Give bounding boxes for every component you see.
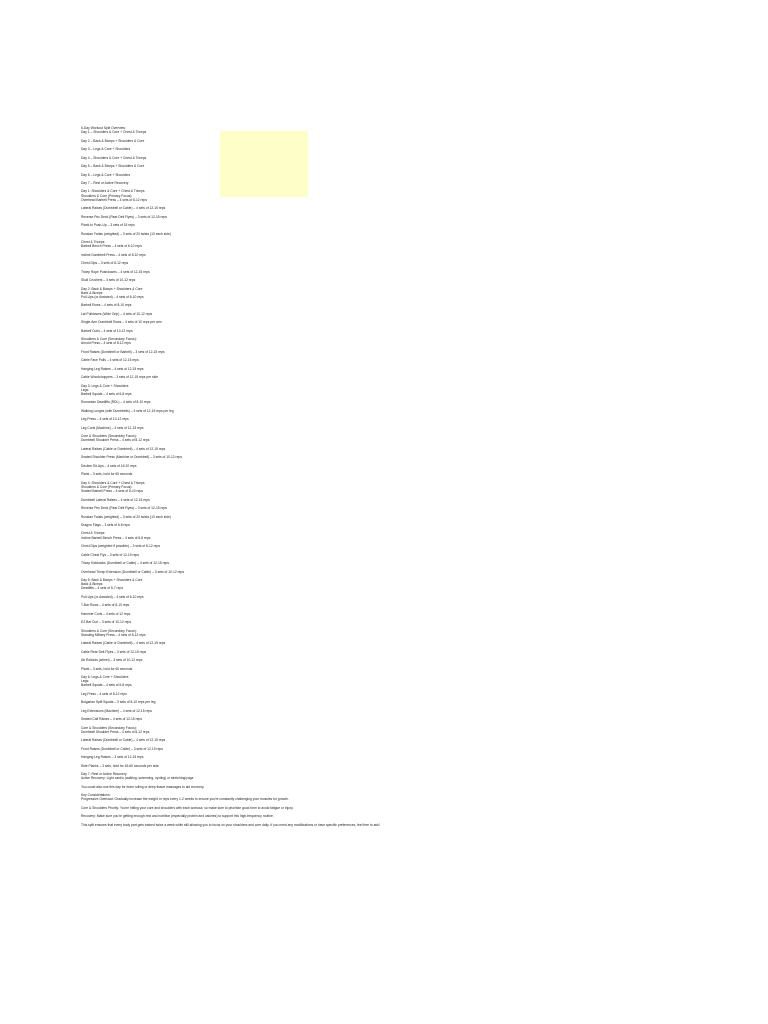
- paragraph: [81, 544, 761, 548]
- paragraph: [81, 603, 761, 607]
- text-line: Legs:: [81, 679, 90, 684]
- paragraph: [81, 147, 761, 151]
- text-line: Side Planks – 3 sets, hold for 45-60 seconds per side: [81, 763, 159, 768]
- paragraph: [81, 253, 761, 257]
- paragraph: [81, 506, 761, 510]
- paragraph: [81, 426, 761, 430]
- text-line: Day 2: Back & Biceps + Shoulders & Core: [81, 286, 143, 291]
- text-line: Chest & Triceps:: [81, 531, 106, 536]
- text-line: Reverse Pec Deck (Rear Delt Flyes) – 3 sets of 12-15 reps: [81, 506, 167, 511]
- text-line: Plank to Push-Up – 3 sets of 15 reps: [81, 223, 135, 228]
- text-line: Deadlifts – 4 sets of 5-7 reps: [81, 586, 123, 591]
- paragraph: [81, 561, 761, 565]
- text-line: Day 3: Legs & Core + Shoulders: [81, 383, 129, 388]
- text-line: Lat Pulldowns (Wide Grip) – 4 sets of 10-12 reps: [81, 311, 153, 316]
- paragraph: [81, 675, 761, 687]
- text-line: Ab Rollouts (wheel) – 3 sets of 10-12 reps: [81, 658, 143, 663]
- text-line: Barbell Curls – 4 sets of 10-12 reps: [81, 328, 133, 333]
- text-line: Leg Curls (Machine) – 4 sets of 12-15 reps: [81, 425, 144, 430]
- text-line: EZ Bar Curl – 3 sets of 10-12 reps: [81, 620, 132, 625]
- paragraph: [81, 464, 761, 468]
- paragraph: [81, 764, 761, 768]
- paragraph: [81, 358, 761, 362]
- text-line: Lateral Raises (Dumbbell or Cable) – 4 sets of 12-15 reps: [81, 738, 166, 743]
- text-line: Bulgarian Split Squats – 3 sets of 8-10 reps per leg: [81, 700, 156, 705]
- text-line: Seated Calf Raises – 4 sets of 12-15 reps: [81, 717, 143, 722]
- text-line: Arnold Press – 4 sets of 8-12 reps: [81, 341, 131, 346]
- paragraph: [81, 232, 761, 236]
- text-line: This split ensures that every body part gets trained twice a week while still allowing you to focus on your shoulders and core daily. If you need any modifications or have specific preferences, feel free to ask!: [81, 822, 380, 827]
- text-line: Standing Military Press – 4 sets of 8-12 reps: [81, 632, 146, 637]
- text-line: Core & Shoulders (Secondary Focus):: [81, 725, 137, 730]
- paragraph: [81, 612, 761, 616]
- paragraph: [81, 215, 761, 219]
- text-line: Dumbbell Shoulder Press – 4 sets of 8-12 reps: [81, 729, 150, 734]
- paragraph: [81, 240, 761, 248]
- paragraph: [81, 641, 761, 645]
- text-line: Plank – 3 sets, hold for 60 seconds: [81, 472, 133, 477]
- text-line: Front Raises (Dumbbell or Cable) – 3 sets of 12-15 reps: [81, 746, 163, 751]
- text-line: Leg Press – 4 sets of 10-12 reps: [81, 417, 129, 422]
- paragraph: [81, 417, 761, 421]
- text-line: Hanging Leg Raises – 4 sets of 12-15 reps: [81, 366, 144, 371]
- text-line: Decline Sit-Ups – 4 sets of 15-20 reps: [81, 463, 137, 468]
- text-line: Walking Lunges (with Dumbbells) – 4 sets of 12-15 reps per leg: [81, 408, 174, 413]
- text-line: Active Recovery: Light cardio (walking, swimming, cycling) or stretching/yoga: [81, 776, 194, 781]
- paragraph: [81, 312, 761, 316]
- text-line: Seated Shoulder Press (Machine or Dumbbell) – 3 sets of 10-12 reps: [81, 455, 182, 460]
- paragraph: [81, 400, 761, 404]
- paragraph: [81, 367, 761, 371]
- text-line: Back & Biceps:: [81, 290, 104, 295]
- paragraph: [81, 173, 761, 177]
- paragraph: [81, 523, 761, 527]
- text-line: Pull-Ups (or Assisted) – 4 sets of 6-10 reps: [81, 294, 144, 299]
- text-line: Leg Extensions (Machine) – 4 sets of 12-15 reps: [81, 708, 152, 713]
- text-line: Incline Dumbbell Press – 4 sets of 8-10 reps: [81, 252, 146, 257]
- text-line: Day 7 – Rest or Active Recovery: [81, 181, 129, 185]
- paragraph: [81, 578, 761, 590]
- text-line: Day 1 – Shoulders & Core + Chest & Triceps: [81, 130, 147, 135]
- text-line: Leg Press – 4 sets of 8-12 reps: [81, 691, 127, 696]
- paragraph: [81, 709, 761, 713]
- paragraph: [81, 814, 761, 818]
- text-line: Key Considerations:: [81, 793, 111, 798]
- text-line: Skull Crushers – 3 sets of 10-12 reps: [81, 278, 136, 283]
- paragraph: [81, 126, 761, 134]
- text-line: Day 1: Shoulders & Core + Chest & Triceps: [81, 189, 145, 194]
- paragraph: [81, 384, 761, 396]
- text-line: Overhead Tricep Extension (Dumbbell or Cable) – 3 sets of 10-12 reps: [81, 569, 184, 574]
- paragraph: [81, 793, 761, 801]
- text-line: Shoulders & Core (Primary Focus):: [81, 484, 133, 489]
- text-line: Barbell Squats – 4 sets of 6-8 reps: [81, 683, 132, 688]
- paragraph: [81, 498, 761, 502]
- paragraph: [81, 455, 761, 459]
- text-line: Dragon Flags – 3 sets of 6-8 reps: [81, 522, 130, 527]
- paragraph: [81, 726, 761, 734]
- text-line: Chest & Triceps:: [81, 240, 106, 245]
- text-line: Shoulders & Core (Secondary Focus):: [81, 337, 137, 342]
- text-line: Cable Chest Flys – 3 sets of 12-15 reps: [81, 552, 139, 557]
- paragraph: [81, 823, 761, 827]
- paragraph: [81, 515, 761, 519]
- text-line: Pull-Ups (or Assisted) – 4 sets of 6-10 reps: [81, 594, 144, 599]
- text-line: Core & Shoulders (Secondary Focus):: [81, 434, 137, 439]
- text-line: Reverse Pec Deck (Rear Delt Flyes) – 3 sets of 12-15 reps: [81, 214, 167, 219]
- paragraph: [81, 738, 761, 742]
- paragraph: [81, 350, 761, 354]
- text-line: Hammer Curls – 4 sets of 12 reps: [81, 611, 131, 616]
- text-line: Core & Shoulders Priority: You're hitting your core and shoulders with each workout, so make sure to prioritize good form to avoid fatigue or injury.: [81, 805, 294, 810]
- paragraph: [81, 337, 761, 345]
- text-line: Chest Dips – 3 sets of 8-12 reps: [81, 261, 129, 266]
- text-line: Single-Arm Dumbbell Rows – 4 sets of 10 reps per arm: [81, 320, 162, 325]
- paragraph: [81, 806, 761, 810]
- text-line: Day 3 – Legs & Core + Shoulders: [81, 147, 131, 152]
- text-line: Day 5 – Back & Biceps + Shoulders & Core: [81, 164, 145, 169]
- paragraph: [81, 570, 761, 574]
- paragraph: [81, 717, 761, 721]
- text-line: Tricep Rope Pushdowns – 4 sets of 12-15 reps: [81, 269, 150, 274]
- text-line: You could also use this day for foam rolling or deep tissue massages to aid recovery.: [81, 784, 205, 789]
- text-line: Day 4: Shoulders & Core + Chest & Triceps: [81, 480, 145, 485]
- paragraph: [81, 329, 761, 333]
- text-line: Back & Biceps:: [81, 582, 104, 587]
- paragraph: [81, 531, 761, 539]
- paragraph: [81, 375, 761, 379]
- text-line: Recovery: Make sure you're getting enough rest and nutrition (especially protein and calories) to support this high-frequency routine.: [81, 814, 274, 819]
- paragraph: [81, 481, 761, 493]
- text-line: Chest Dips (weighted if possible) – 3 sets of 8-12 reps: [81, 544, 160, 549]
- text-line: Barbell Squats – 4 sets of 6-8 reps: [81, 391, 132, 396]
- text-line: Dumbbell Shoulder Press – 4 sets of 8-12 reps: [81, 438, 150, 443]
- text-line: Lateral Raises (Cable or Dumbbell) – 4 sets of 12-15 reps: [81, 446, 166, 451]
- text-line: Day 6: Legs & Core + Shoulders: [81, 675, 129, 680]
- text-line: Cable Woodchoppers – 3 sets of 12-15 reps per side: [81, 375, 159, 380]
- text-line: Cable Rear Delt Flyes – 3 sets of 12-15 reps: [81, 649, 147, 654]
- paragraph: [81, 139, 761, 143]
- paragraph: [81, 287, 761, 299]
- paragraph: [81, 747, 761, 751]
- paragraph: [81, 320, 761, 324]
- paragraph: [81, 658, 761, 662]
- document-body: [81, 126, 761, 831]
- text-line: Progressive Overload: Gradually increase the weight or reps every 1-2 weeks to ensure you're constantly challenging your muscles for growth.: [81, 797, 289, 802]
- paragraph: [81, 181, 761, 185]
- paragraph: [81, 692, 761, 696]
- text-line: Plank – 3 sets, hold for 60 seconds: [81, 666, 133, 671]
- text-line: Day 2 – Back & Biceps + Shoulders & Core: [81, 138, 145, 143]
- paragraph: [81, 553, 761, 557]
- text-line: Front Raises (Dumbbell or Barbell) – 3 sets of 12-15 reps: [81, 349, 165, 354]
- text-line: Day 7: Rest or Active Recovery: [81, 772, 127, 777]
- text-line: Seated Barbell Press – 4 sets of 8-10 reps: [81, 489, 143, 494]
- paragraph: [81, 447, 761, 451]
- text-line: Russian Twists (weighted) – 3 sets of 20 twists (10 each side): [81, 231, 171, 236]
- paragraph: [81, 629, 761, 637]
- text-line: Shoulders & Core (Primary Focus):: [81, 193, 133, 198]
- text-line: Day 4 – Shoulders & Core + Chest & Triceps: [81, 155, 147, 160]
- text-line: Lateral Raises (Dumbbell or Cable) – 4 sets of 12-15 reps: [81, 206, 166, 211]
- text-line: Legs:: [81, 387, 90, 392]
- text-line: Russian Twists (weighted) – 3 sets of 20 twists (10 each side): [81, 514, 171, 519]
- text-line: Hanging Leg Raises – 3 sets of 12-15 reps: [81, 755, 144, 760]
- paragraph: [81, 755, 761, 759]
- text-line: Day 6 – Legs & Core + Shoulders: [81, 172, 131, 177]
- text-line: Overhead Barbell Press – 4 sets of 8-12 reps: [81, 197, 147, 202]
- paragraph: [81, 785, 761, 789]
- paragraph: [81, 620, 761, 624]
- text-line: Barbell Bench Press – 4 sets of 6-10 reps: [81, 244, 142, 249]
- paragraph: [81, 472, 761, 476]
- paragraph: [81, 156, 761, 160]
- paragraph: [81, 223, 761, 227]
- paragraph: [81, 270, 761, 274]
- text-line: 6-Day Workout Split Overview:: [81, 126, 126, 130]
- paragraph: [81, 772, 761, 780]
- paragraph: [81, 206, 761, 210]
- text-line: Incline Barbell Bench Press – 4 sets of 6-8 reps: [81, 535, 151, 540]
- text-line: T-Bar Rows – 4 sets of 8-10 reps: [81, 603, 130, 608]
- text-line: Shoulders & Core (Secondary Focus):: [81, 628, 137, 633]
- text-line: Day 5: Back & Biceps + Shoulders & Core: [81, 577, 143, 582]
- text-line: Lateral Raises (Cable or Dumbbell) – 4 sets of 12-15 reps: [81, 641, 166, 646]
- paragraph: [81, 261, 761, 265]
- text-line: Romanian Deadlifts (RDL) – 4 sets of 8-10 reps: [81, 400, 151, 405]
- paragraph: [81, 700, 761, 704]
- paragraph: [81, 667, 761, 671]
- paragraph: [81, 434, 761, 442]
- paragraph: [81, 650, 761, 654]
- text-line: Cable Face Pulls – 4 sets of 12-15 reps: [81, 358, 139, 363]
- text-line: Barbell Rows – 4 sets of 8-10 reps: [81, 303, 132, 308]
- paragraph: [81, 409, 761, 413]
- paragraph: [81, 164, 761, 168]
- paragraph: [81, 595, 761, 599]
- text-line: Dumbbell Lateral Raises – 4 sets of 12-15 reps: [81, 497, 150, 502]
- paragraph: [81, 303, 761, 307]
- paragraph: [81, 189, 761, 201]
- paragraph: [81, 278, 761, 282]
- text-line: Tricep Kickbacks (Dumbbell or Cable) – 4 sets of 12-15 reps: [81, 561, 170, 566]
